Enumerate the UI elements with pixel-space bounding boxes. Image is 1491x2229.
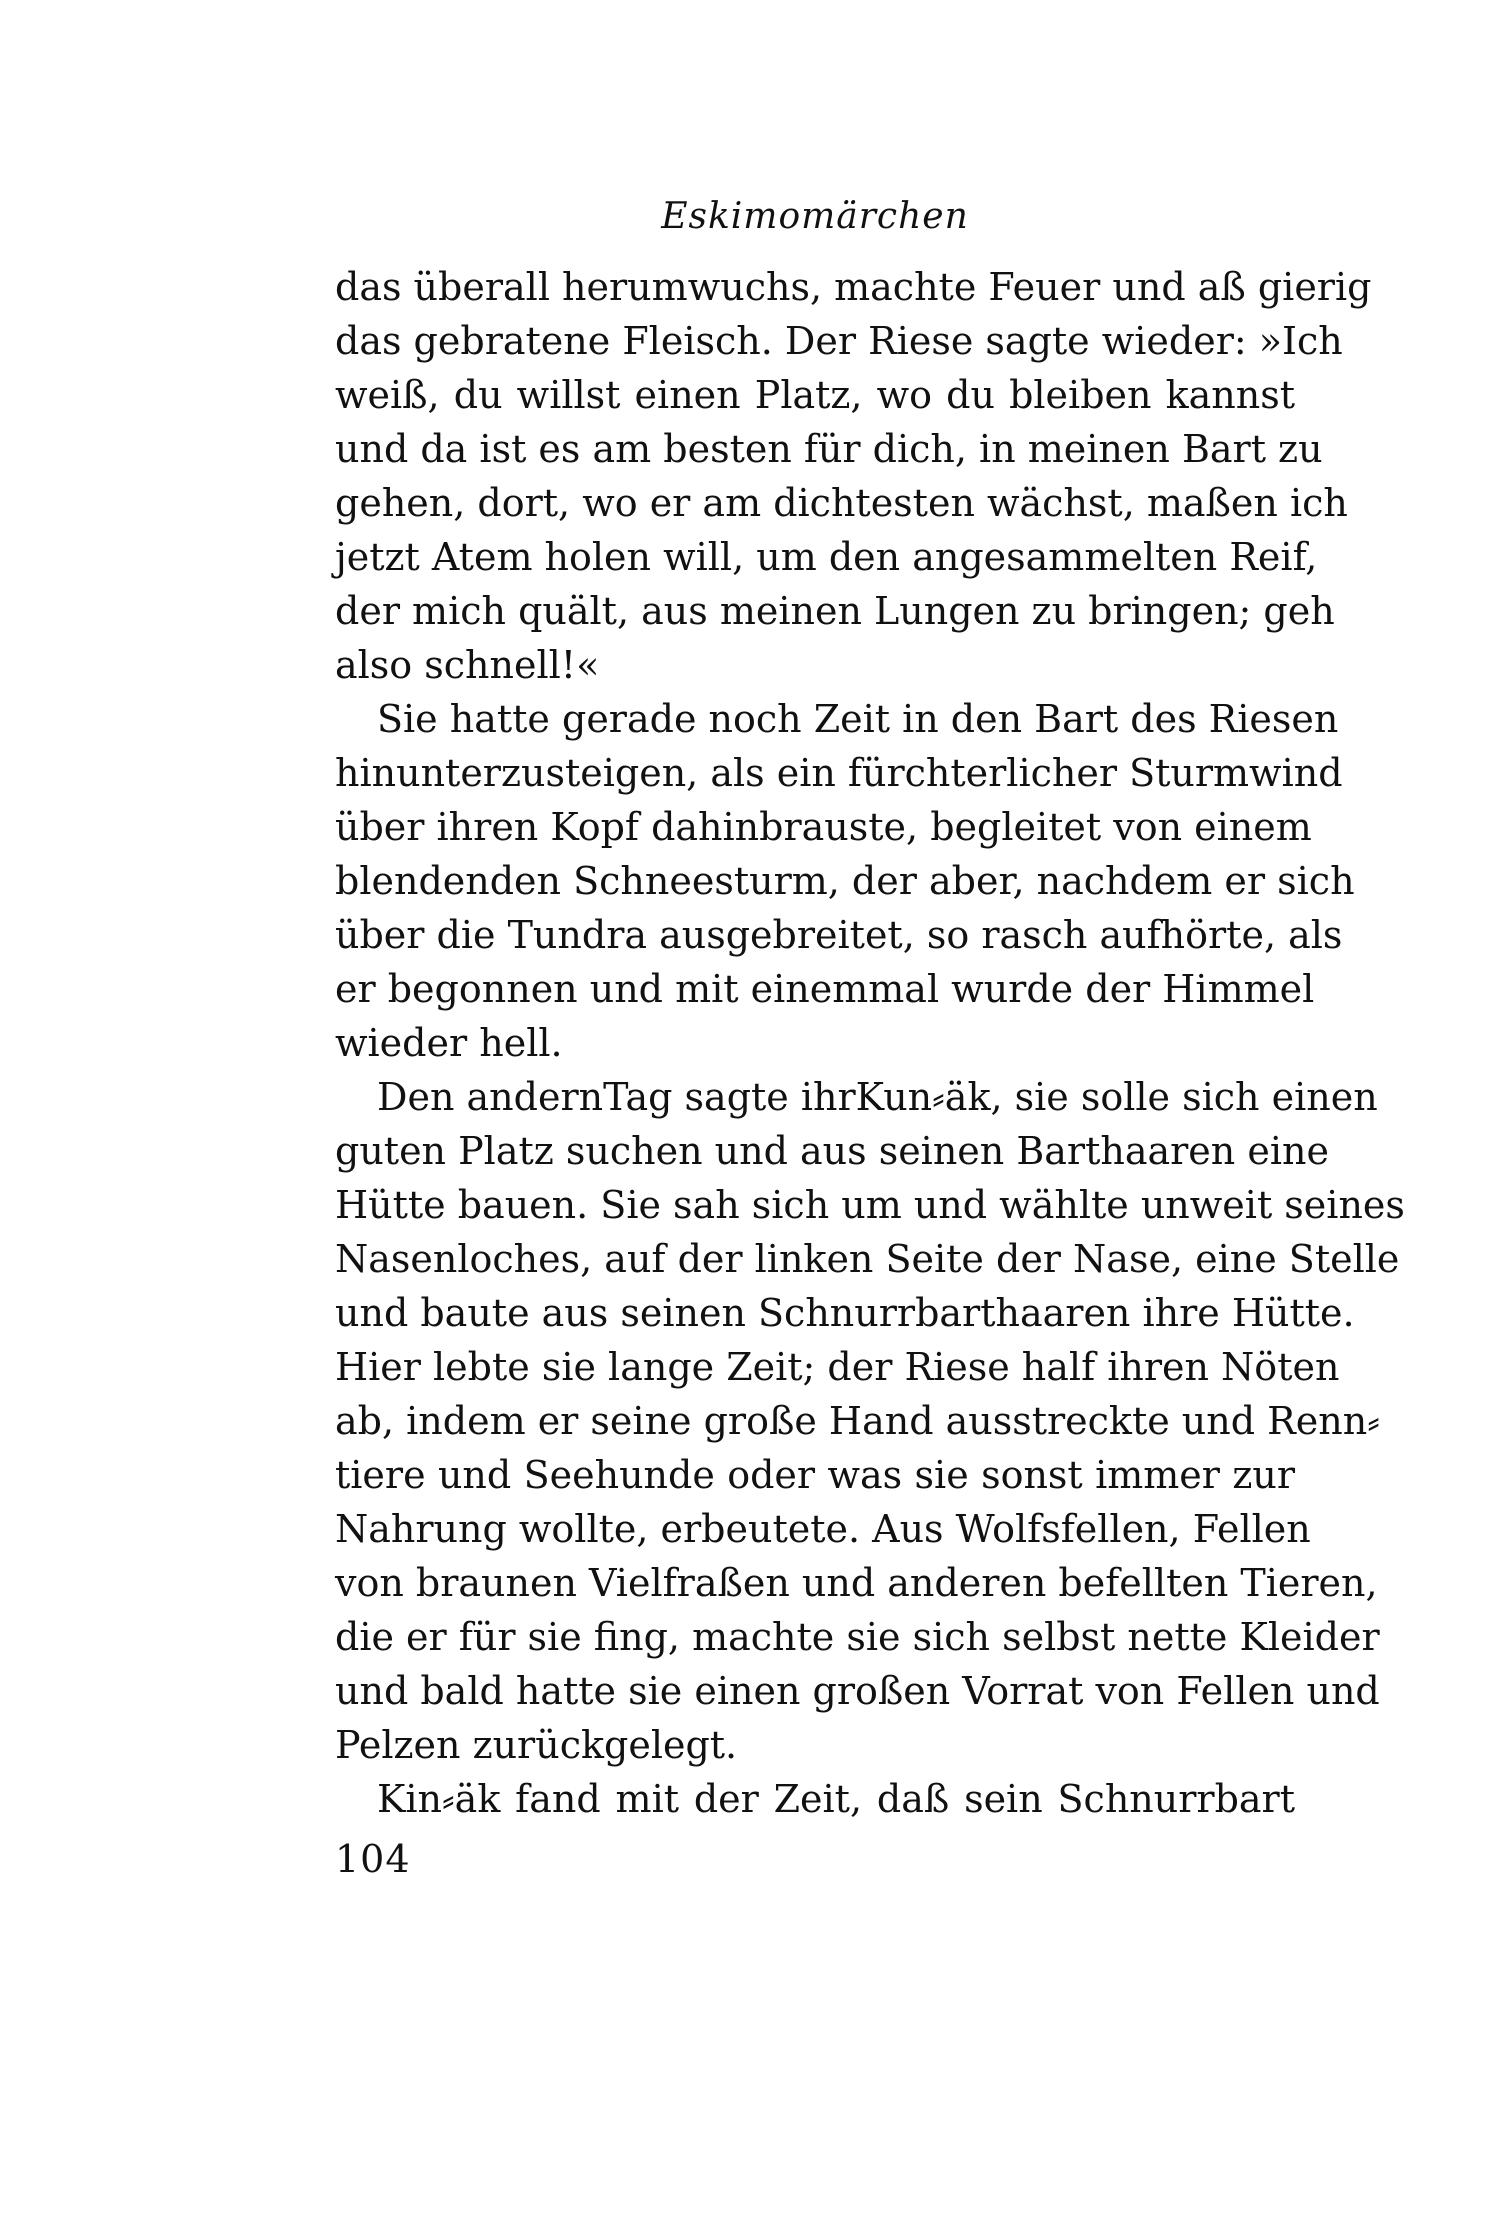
text-line: der mich quält, aus meinen Lungen zu bringen; geh	[335, 589, 1335, 633]
text-line: das gebratene Fleisch. Der Riese sagte wieder: »Ich	[335, 319, 1343, 363]
text-line: jetzt Atem holen will, um den angesammelten Reif,	[335, 535, 1318, 579]
text-line: die er für sie fing, machte sie sich selbst nette Kleider	[335, 1615, 1380, 1659]
text-line: über die Tundra ausgebreitet, so rasch aufhörte, als	[335, 913, 1343, 957]
text-line: und baute aus seinen Schnurrbarthaaren ihre Hütte.	[335, 1291, 1355, 1335]
text-line: er begonnen und mit einemmal wurde der Himmel	[335, 967, 1315, 1011]
paragraph-start-line: Den andernTag sagte ihrKun⸗äk, sie solle sich einen	[377, 1075, 1378, 1119]
text-line: hinunterzusteigen, als ein fürchterlicher Sturmwind	[335, 751, 1343, 795]
paragraph-start-line: Sie hatte gerade noch Zeit in den Bart des Riesen	[377, 697, 1339, 741]
text-line: und bald hatte sie einen großen Vorrat von Fellen und	[335, 1669, 1380, 1713]
paragraph-start-line: Kin⸗äk fand mit der Zeit, daß sein Schnurrbart	[377, 1777, 1295, 1821]
running-head: Eskimomärchen	[661, 196, 969, 237]
text-line: über ihren Kopf dahinbrauste, begleitet von einem	[335, 805, 1312, 849]
body-text	[335, 260, 1405, 1826]
text-line: Nasenloches, auf der linken Seite der Nase, eine Stelle	[335, 1237, 1400, 1281]
text-line: gehen, dort, wo er am dichtesten wächst, maßen ich	[335, 481, 1348, 525]
text-line: Pelzen zurückgelegt.	[335, 1723, 738, 1767]
text-line: weiß, du willst einen Platz, wo du bleiben kannst	[335, 373, 1295, 417]
text-line: guten Platz suchen und aus seinen Barthaaren eine	[335, 1129, 1329, 1173]
text-line: tiere und Seehunde oder was sie sonst immer zur	[335, 1453, 1295, 1497]
text-line: Nahrung wollte, erbeutete. Aus Wolfsfellen, Fellen	[335, 1507, 1311, 1551]
text-line: blendenden Schneesturm, der aber, nachdem er sich	[335, 859, 1355, 903]
text-line: ab, indem er seine große Hand ausstreckte und Renn⸗	[335, 1399, 1380, 1443]
text-line: von braunen Vielfraßen und anderen befellten Tieren,	[335, 1561, 1378, 1605]
text-line: und da ist es am besten für dich, in meinen Bart zu	[335, 427, 1323, 471]
text-line: das überall herumwuchs, machte Feuer und aß gierig	[335, 265, 1372, 309]
text-line: Hier lebte sie lange Zeit; der Riese half ihren Nöten	[335, 1345, 1340, 1389]
text-line: also schnell!«	[335, 643, 600, 687]
text-line: Hütte bauen. Sie sah sich um und wählte unweit seines	[335, 1183, 1405, 1227]
page-number: 104	[335, 1837, 411, 1881]
text-line: wieder hell.	[335, 1021, 563, 1065]
